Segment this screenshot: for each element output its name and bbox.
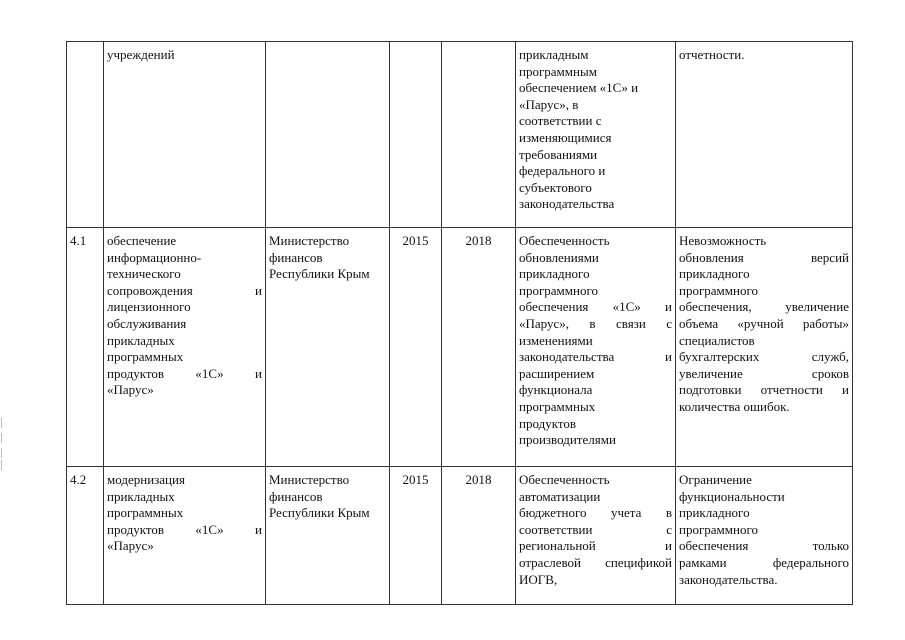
- cell-text-line: автоматизации: [519, 488, 601, 504]
- cell-text-line: финансов: [269, 249, 323, 265]
- margin-mark: [1, 448, 2, 458]
- measure-number-cell: 4.1: [67, 228, 104, 467]
- cell-text-line: обновления версий: [679, 249, 849, 265]
- cell-text-line: обеспечения «1С» и: [519, 299, 672, 315]
- cell-text-line: программных: [519, 398, 596, 414]
- measure-name-cell: [104, 42, 266, 228]
- cell-text-line: «Парус», в: [519, 96, 579, 112]
- cell-text-line: Республики Крым: [269, 266, 370, 282]
- cell-text-line: подготовки отчетности и: [679, 382, 849, 398]
- cell-text-line: законодательства и: [519, 349, 672, 365]
- cell-text-line: программных: [107, 505, 184, 521]
- cell-text-line: функционала: [519, 382, 593, 398]
- consequence-cell: [676, 42, 853, 228]
- cell-text-line: обслуживания: [107, 315, 187, 331]
- cell-text-line: модернизация: [107, 472, 185, 487]
- cell-text-line: изменениями: [519, 332, 593, 348]
- cell-text-line: субъектового: [519, 179, 592, 195]
- cell-text-line: бюджетного учета в: [519, 505, 672, 521]
- cell-text-line: программного: [519, 282, 598, 298]
- executor-cell: [266, 42, 390, 228]
- start-year-cell: 2015: [390, 228, 442, 467]
- margin-mark: [1, 460, 2, 470]
- cell-text-line: Республики Крым: [269, 505, 370, 521]
- cell-text-line: изменяющимися: [519, 129, 612, 145]
- start-year-cell: [390, 42, 442, 228]
- consequence-cell: [676, 467, 853, 605]
- cell-text-line: прикладных: [107, 488, 175, 504]
- cell-text-line: программных: [107, 349, 184, 365]
- table-row: [67, 467, 853, 605]
- cell-text-line: финансов: [269, 488, 323, 504]
- executor-cell: [266, 467, 390, 605]
- expected-result-cell: [516, 467, 676, 605]
- executor-cell: [266, 228, 390, 467]
- cell-text-line: прикладных: [107, 332, 175, 348]
- cell-text-line: прикладным: [519, 47, 589, 62]
- cell-text-line: бухгалтерских служб,: [679, 349, 849, 365]
- program-measures-table: [66, 41, 853, 605]
- cell-text-line: прикладного: [679, 266, 750, 282]
- cell-text-line: Невозможность: [679, 233, 767, 248]
- margin-mark: [1, 418, 2, 428]
- cell-text-line: Ограничение: [679, 472, 752, 487]
- table-row: [67, 42, 853, 228]
- cell-text-line: Обеспеченность: [519, 472, 610, 487]
- cell-text-line: обновлениями: [519, 249, 599, 265]
- cell-text-line: продуктов «1С» и: [107, 521, 262, 537]
- cell-text-line: продуктов: [519, 415, 576, 431]
- cell-text-line: производителями: [519, 432, 616, 448]
- cell-text-line: количества ошибок.: [679, 398, 790, 414]
- cell-text-line: законодательства.: [679, 571, 778, 587]
- cell-text-line: обеспечения, увеличение: [679, 299, 849, 315]
- cell-text-line: программным: [519, 63, 597, 79]
- cell-text-line: «Парус», в связи с: [519, 315, 672, 331]
- cell-text-line: «Парус»: [107, 538, 154, 554]
- cell-text-line: прикладного: [519, 266, 590, 282]
- cell-text-line: обеспечения только: [679, 538, 849, 554]
- cell-text-line: расширением: [519, 365, 595, 381]
- measure-name-cell: [104, 228, 266, 467]
- expected-result-cell: [516, 228, 676, 467]
- cell-text-line: соответствии с: [519, 521, 672, 537]
- expected-result-cell: [516, 42, 676, 228]
- cell-text-line: Министерство: [269, 233, 350, 248]
- cell-text-line: федерального и: [519, 163, 606, 179]
- cell-text-line: ИОГВ,: [519, 571, 558, 587]
- start-year-cell: 2015: [390, 467, 442, 605]
- cell-text-line: обеспечение: [107, 233, 177, 248]
- cell-text-line: отчетности.: [679, 47, 745, 62]
- cell-text-line: сопровождения и: [107, 282, 262, 298]
- end-year-cell: 2018: [442, 228, 516, 467]
- measure-number-cell: [67, 42, 104, 228]
- cell-text-line: информационно-: [107, 249, 202, 265]
- cell-text-line: прикладного: [679, 505, 750, 521]
- cell-text-line: Обеспеченность: [519, 233, 610, 248]
- measure-number-cell: 4.2: [67, 467, 104, 605]
- cell-text-line: «Парус»: [107, 382, 154, 398]
- cell-text-line: объема «ручной работы»: [679, 315, 849, 331]
- cell-text-line: отраслевой спецификой: [519, 554, 672, 570]
- consequence-cell: [676, 228, 853, 467]
- end-year-cell: [442, 42, 516, 228]
- table-row: [67, 228, 853, 467]
- cell-text-line: обеспечением «1С» и: [519, 80, 639, 96]
- cell-text-line: увеличение сроков: [679, 365, 849, 381]
- cell-text-line: программного: [679, 521, 758, 537]
- cell-text-line: законодательства: [519, 196, 615, 212]
- cell-text-line: рамками федерального: [679, 554, 849, 570]
- measure-name-cell: [104, 467, 266, 605]
- margin-mark: [1, 433, 2, 443]
- end-year-cell: 2018: [442, 467, 516, 605]
- cell-text-line: специалистов: [679, 332, 755, 348]
- cell-text-line: соответствии с: [519, 113, 602, 129]
- cell-text-line: технического: [107, 266, 181, 282]
- cell-text-line: региональной и: [519, 538, 672, 554]
- cell-text-line: лицензионного: [107, 299, 191, 315]
- cell-text-line: функциональности: [679, 488, 785, 504]
- cell-text-line: Министерство: [269, 472, 350, 487]
- cell-text-line: учреждений: [107, 47, 175, 62]
- cell-text-line: программного: [679, 282, 758, 298]
- cell-text-line: требованиями: [519, 146, 598, 162]
- cell-text-line: продуктов «1С» и: [107, 365, 262, 381]
